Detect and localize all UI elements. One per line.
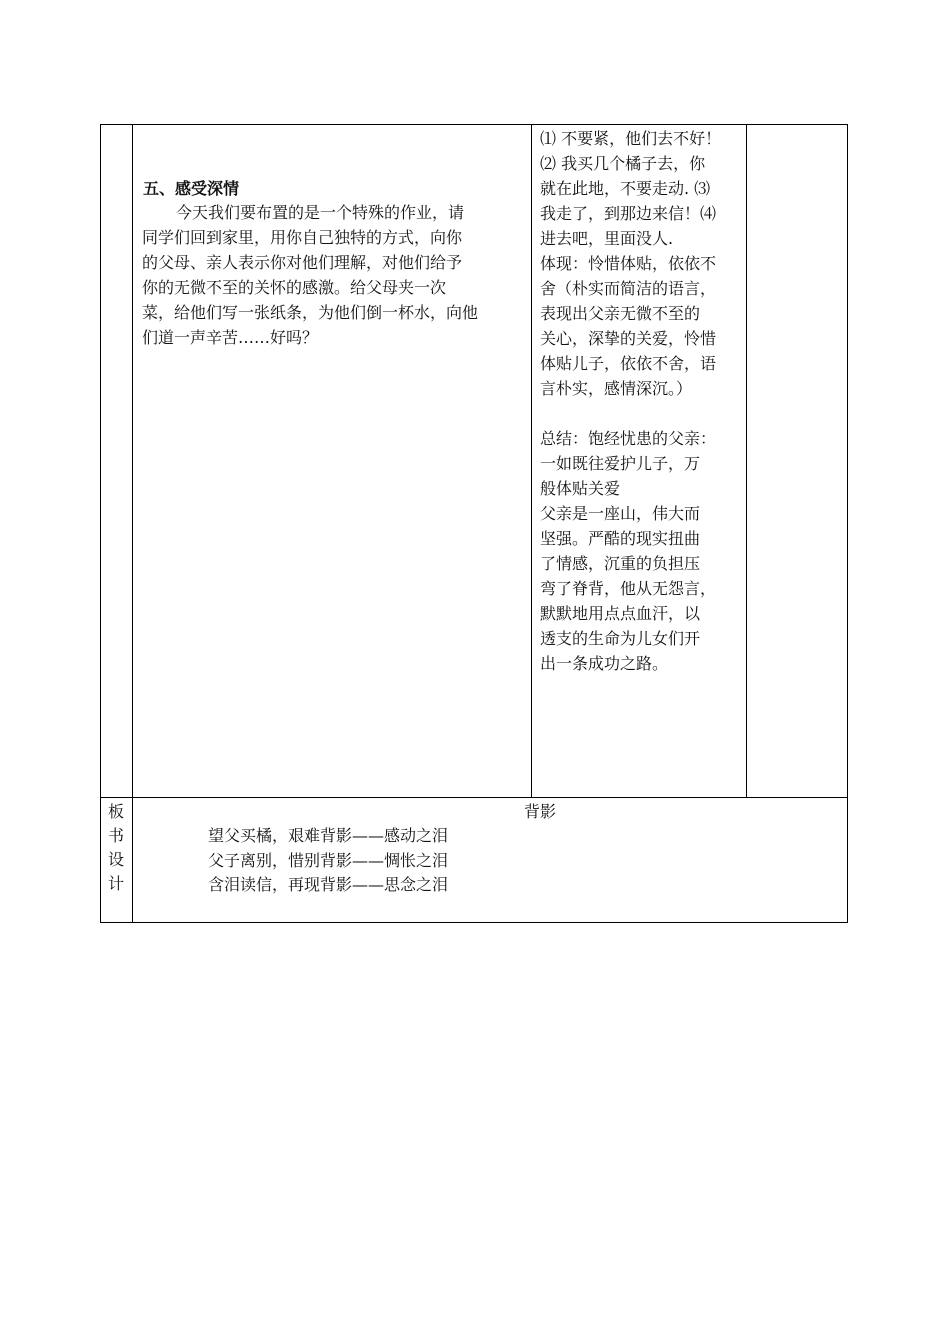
table-top-border xyxy=(100,124,848,125)
paragraph-line: 同学们回到家里，用你自己独特的方式，向你 xyxy=(142,228,463,247)
label-char: 设 xyxy=(107,850,124,869)
paragraph-line: 你的无微不至的关怀的感激。给父母夹一次 xyxy=(142,278,447,297)
content-column-divider xyxy=(531,124,532,798)
label-char: 板 xyxy=(107,802,124,821)
note-line: 弯了脊背，他从无怨言， xyxy=(540,579,717,598)
note-line: 体贴儿子，依依不舍，语 xyxy=(540,354,717,373)
note-line: 总结：饱经忧患的父亲： xyxy=(540,429,717,448)
paragraph-line: 菜，给他们写一张纸条，为他们倒一杯水，向他 xyxy=(142,303,479,322)
note-line: 我走了，到那边来信！⑷ xyxy=(540,204,717,223)
note-line: 般体贴关爱 xyxy=(540,479,621,498)
note-line: 坚强。严酷的现实扭曲 xyxy=(540,529,701,548)
note-line: 父亲是一座山，伟大而 xyxy=(540,504,701,523)
label-column-divider xyxy=(132,124,133,923)
note-line: 透支的生命为儿女们开 xyxy=(540,629,701,648)
note-line: 进去吧，里面没人. xyxy=(540,229,674,248)
section-title: 五、感受深情 xyxy=(143,179,240,198)
table-bottom-border xyxy=(100,922,848,923)
paragraph-line: 的父母、亲人表示你对他们理解，对他们给予 xyxy=(142,253,463,272)
paragraph-line: 们道一声辛苦……好吗？ xyxy=(142,328,319,347)
note-line: ⑴ 不要紧，他们去不好！ xyxy=(540,129,722,148)
board-design-title: 背影 xyxy=(524,802,557,821)
label-char: 计 xyxy=(107,874,124,893)
note-line: 出一条成功之路。 xyxy=(540,654,669,673)
table-right-border xyxy=(847,124,848,923)
notes-column-divider xyxy=(746,124,747,798)
paragraph-line: 今天我们要布置的是一个特殊的作业，请 xyxy=(176,203,465,222)
row-divider xyxy=(100,797,848,798)
note-line: 言朴实，感情深沉。） xyxy=(540,379,693,398)
board-line: 父子离别，惜别背影——惆怅之泪 xyxy=(208,851,449,870)
note-line: 关心，深挚的关爱，怜惜 xyxy=(540,329,717,348)
note-line: 一如既往爱护儿子，万 xyxy=(540,454,701,473)
note-line: 默默地用点点血汗，以 xyxy=(540,604,701,623)
note-line: 表现出父亲无微不至的 xyxy=(540,304,701,323)
note-line: ⑵ 我买几个橘子去，你 xyxy=(540,154,706,173)
board-line: 望父买橘，艰难背影——感动之泪 xyxy=(208,826,449,845)
note-line: 了情感，沉重的负担压 xyxy=(540,554,701,573)
note-line: 就在此地，不要走动. ⑶ xyxy=(540,179,711,198)
note-line: 体现：怜惜体贴，依依不 xyxy=(540,254,717,273)
label-char: 书 xyxy=(107,826,124,845)
note-line: 舍（朴实而简洁的语言， xyxy=(540,279,717,298)
board-line: 含泪读信，再现背影——思念之泪 xyxy=(208,875,449,894)
